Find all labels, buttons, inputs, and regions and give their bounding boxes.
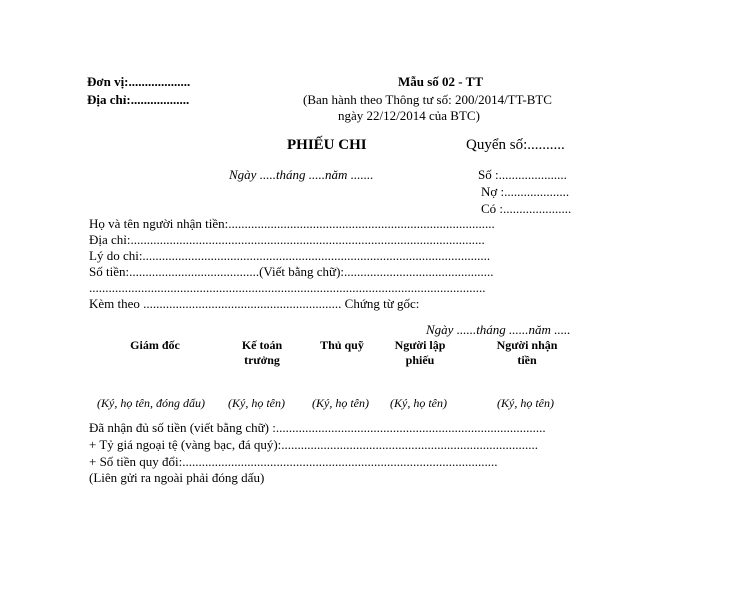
signature-title-director: Giám đốc: [130, 338, 180, 352]
external-copy-note: (Liên gửi ra ngoài phải đóng dấu): [89, 470, 265, 485]
book-number: Quyển số:..........: [466, 137, 565, 153]
signature-note-preparer: (Ký, họ tên): [390, 396, 447, 410]
exchange-rate-field: + Tỷ giá ngoại tệ (vàng bạc, đá quý):...............................................................................: [89, 437, 539, 452]
signature-note-chief-accountant: (Ký, họ tên): [228, 396, 285, 410]
recipient-name-field: Họ và tên người nhận tiền:..................................................................................: [89, 216, 495, 231]
unit-label: Đơn vị:...................: [87, 74, 191, 89]
attachments-field: Kèm theo ............................................................. Chứng từ gốc:: [89, 296, 420, 311]
converted-amount-field: + Số tiền quy đổi:.................................................................................................: [89, 454, 498, 469]
address-label: Địa chỉ:..................: [87, 92, 190, 107]
form-number: Mẫu số 02 - TT: [398, 74, 483, 89]
issued-date: ngày 22/12/2014 của BTC): [338, 108, 480, 123]
voucher-number: Số :.....................: [478, 167, 567, 182]
signature-note-recipient: (Ký, họ tên): [497, 396, 554, 410]
signature-date: Ngày ......tháng ......năm .....: [426, 322, 571, 337]
signature-title-treasurer: Thủ quỹ: [320, 338, 364, 352]
issued-circular: (Ban hành theo Thông tư số: 200/2014/TT-BTC: [303, 92, 552, 107]
document-title: PHIẾU CHI: [287, 137, 367, 153]
document-date: Ngày .....tháng .....năm .......: [229, 167, 374, 182]
signature-title-recipient: Người nhận tiền: [496, 338, 558, 367]
signature-note-treasurer: (Ký, họ tên): [312, 396, 369, 410]
signature-title-chief-accountant: Kế toán trưởng: [241, 338, 283, 367]
signature-note-director: (Ký, họ tên, đóng dấu): [97, 396, 205, 410]
recipient-address-field: Địa chỉ:.............................................................................................................: [89, 232, 485, 247]
debit-account: Nợ :....................: [481, 184, 570, 199]
received-amount-field: Đã nhận đủ số tiền (viết bằng chữ) :...................................................................................: [89, 420, 546, 435]
reason-field: Lý do chi:...........................................................................................................: [89, 248, 491, 263]
signature-title-preparer: Người lập phiếu: [394, 338, 446, 367]
amount-field: Số tiền:........................................(Viết bằng chữ):..............................................: [89, 264, 494, 279]
blank-line: ..........................................................................................................................: [89, 280, 486, 295]
credit-account: Có :.....................: [481, 201, 572, 216]
